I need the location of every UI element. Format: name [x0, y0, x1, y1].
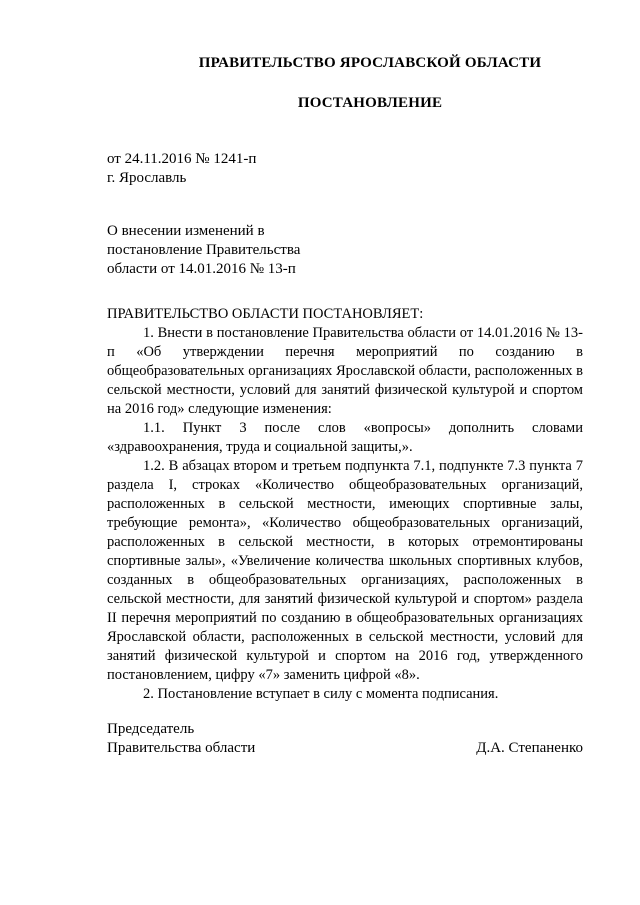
document-city: г. Ярославль — [107, 170, 187, 186]
signatory-name: Д.А. Степаненко — [476, 740, 583, 756]
subject-line: О внесении изменений в — [107, 223, 265, 239]
document-body — [107, 305, 583, 704]
signature-row — [107, 739, 583, 758]
body-item-1-2: 1.2. В абзацах втором и третьем подпункта 7.1, подпункте 7.3 пункта 7 раздела I, строках «Количество общеобразовательных организаций, расположенных в сельской местности, имеющих спортивные залы, требующие ремонта», «Количество общеобразовательных организаций, расположенных в сельской местности, в которых отремонтированы спортивные залы», «Увеличение количества школьных спортивных клубов, созданных в общеобразовательных организациях, расположенных в сельской местности, для занятий физической культурой и спортом» раздела II перечня мероприятий по созданию в общеобразовательных организациях Ярославской области, расположенных в сельской местности, условий для занятий физической культурой и спортом на 2016 год, утвержденного постановлением, цифру «7» заменить цифрой «8». — [107, 458, 583, 683]
subject-line: области от 14.01.2016 № 13-п — [107, 261, 296, 277]
subject-line: постановление Правительства — [107, 242, 301, 258]
body-item-2: 2. Постановление вступает в силу с момента подписания. — [143, 686, 499, 702]
signatory-position-line1: Председатель — [107, 721, 195, 737]
body-item-1-1: 1.1. Пункт 3 после слов «вопросы» дополнить словами «здравоохранения, труда и социальной защиты,». — [107, 420, 583, 455]
document-type-title: ПОСТАНОВЛЕНИЕ — [297, 95, 443, 111]
decree-heading: ПРАВИТЕЛЬСТВО ОБЛАСТИ ПОСТАНОВЛЯЕТ: — [107, 306, 424, 322]
body-item-1: 1. Внести в постановление Правительства области от 14.01.2016 № 13-п «Об утверждении перечня мероприятий по созданию в общеобразовательных организациях Ярославской области, расположенных в сельской местности, условий для занятий физической культурой и спортом на 2016 год» следующие изменения: — [107, 325, 583, 417]
document-subject — [107, 222, 300, 279]
signatory-position-line2: Правительства области — [107, 740, 256, 756]
signature-block — [107, 720, 583, 758]
government-title: ПРАВИТЕЛЬСТВО ЯРОСЛАВСКОЙ ОБЛАСТИ — [198, 55, 542, 71]
document-date-number: от 24.11.2016 № 1241-п — [107, 151, 257, 167]
